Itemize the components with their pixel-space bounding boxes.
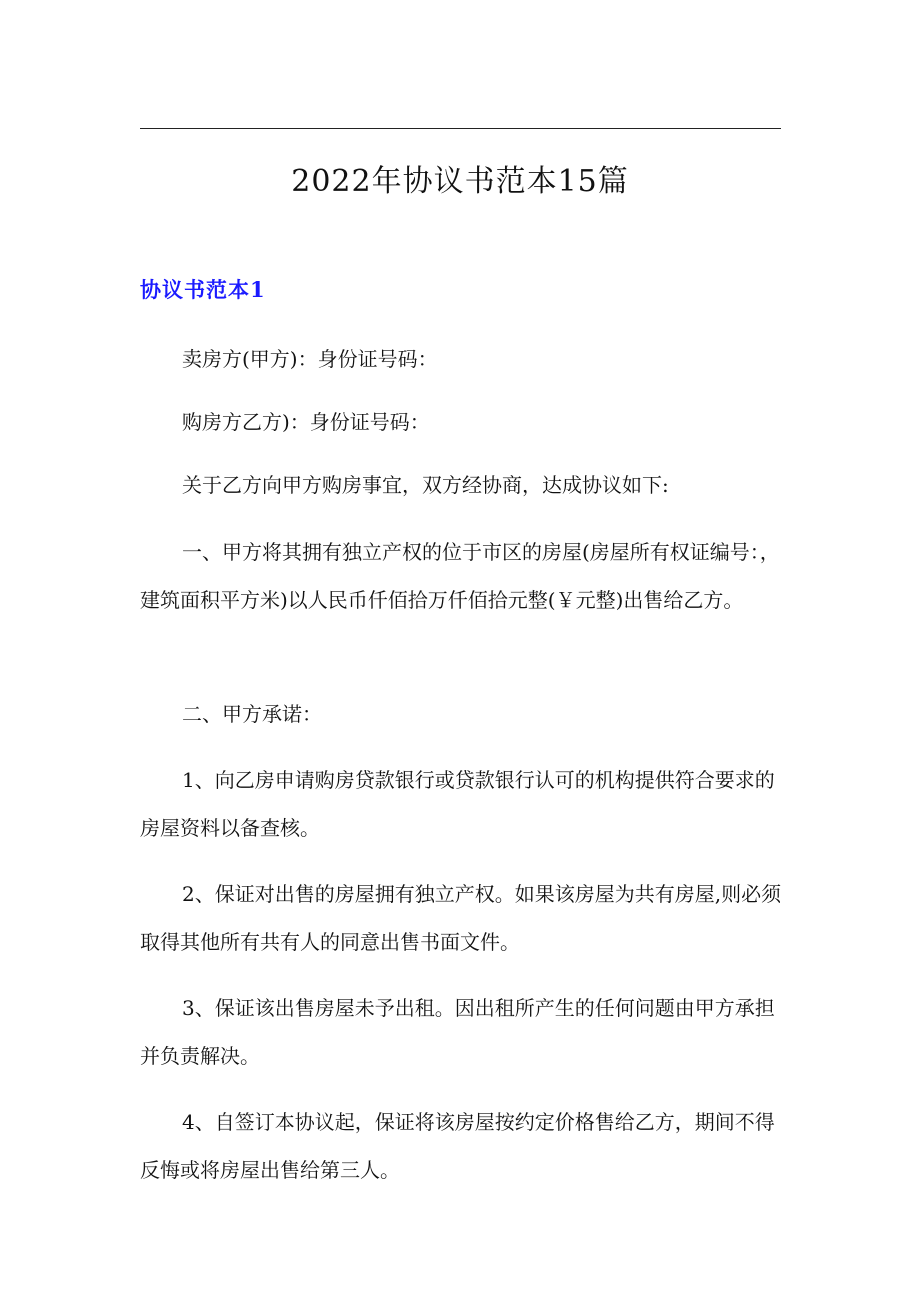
header-rule (140, 128, 781, 129)
paragraph-clause-1: 一、甲方将其拥有独立产权的位于市区的房屋(房屋所有权证编号：，建筑面积平方米)以人民币仟佰拾万仟佰拾元整(￥元整)出售给乙方。 (140, 540, 780, 612)
paragraph-seller: 卖房方(甲方)：身份证号码： (182, 347, 438, 371)
paragraph-buyer: 购房方乙方)：身份证号码： (182, 410, 430, 434)
paragraph-item-1: 1、向乙房申请购房贷款银行或贷款银行认可的机构提供符合要求的房屋资料以备查核。 (140, 768, 775, 840)
paragraph-intro: 关于乙方向甲方购房事宜，双方经协商，达成协议如下: (182, 473, 669, 497)
document-title: 2022年协议书范本15篇 (291, 164, 629, 199)
paragraph-clause-2: 二、甲方承诺： (182, 702, 322, 726)
paragraph-item-2: 2、保证对出售的房屋拥有独立产权。如果该房屋为共有房屋,则必须取得其他所有共有人的同意出售书面文件。 (140, 882, 782, 954)
paragraph-item-4: 4、自签订本协议起，保证将该房屋按约定价格售给乙方，期间不得反悔或将房屋出售给第三人。 (140, 1110, 775, 1182)
paragraph-item-3: 3、保证该出售房屋未予出租。因出租所产生的任何问题由甲方承担并负责解决。 (140, 996, 775, 1068)
section-heading: 协议书范本1 (140, 277, 266, 302)
